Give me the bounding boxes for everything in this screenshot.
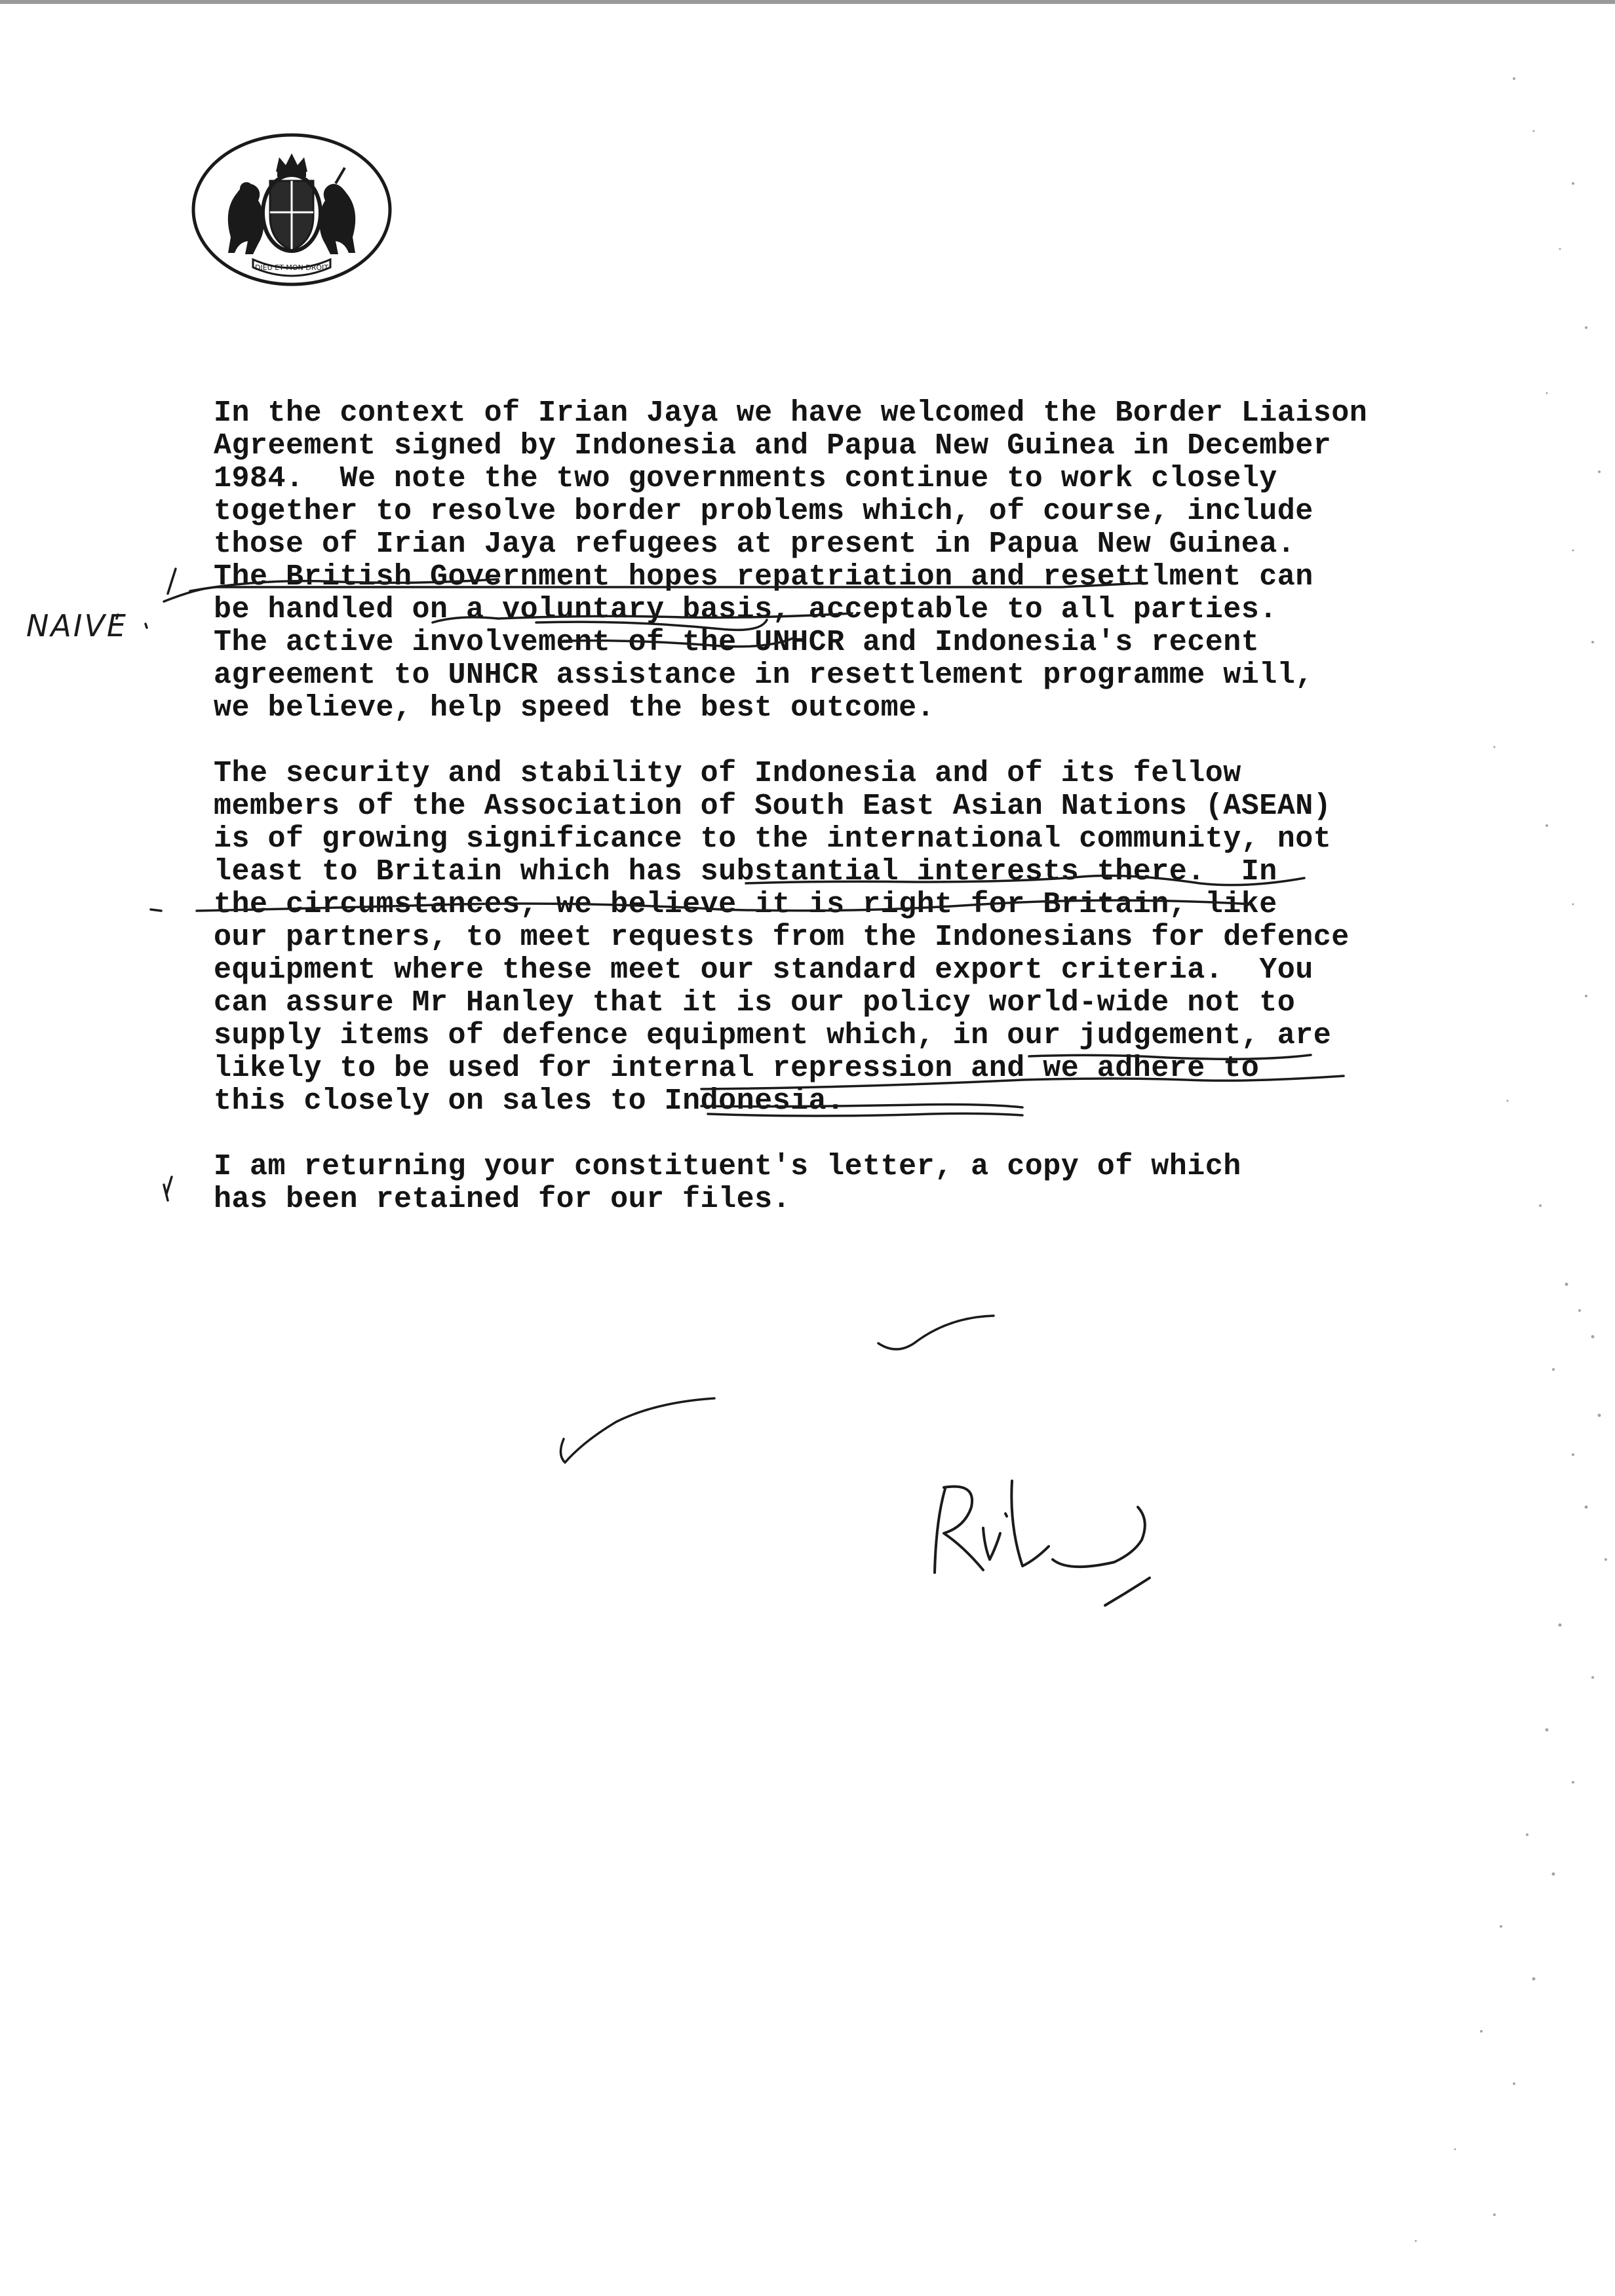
signature [935,1481,1150,1605]
text-line: those of Irian Jaya refugees at present in Papua New Guinea. [214,527,1296,561]
margin-note-naive: NAIVE [26,608,128,643]
text-line: The British Government hopes repatriation and resettlment can [214,560,1313,594]
margin-tick-mark [146,624,147,628]
crest-motto: DIEU ET MON DROIT [255,263,328,272]
text-line: can assure Mr Hanley that it is our policy world-wide not to [214,986,1296,1020]
letter-body [214,397,1498,1249]
margin-tick-mark [164,1185,168,1200]
text-line: be handled on a voluntary basis, acceptable to all parties. [214,593,1277,626]
text-line: 1984. We note the two governments continue to work closely [214,462,1277,495]
underline-stroke [151,909,161,911]
text-line: this closely on sales to Indonesia. [214,1084,845,1118]
margin-tick-mark [168,569,176,594]
paragraph-irian-jaya [214,397,1498,725]
text-line: together to resolve border problems which, of course, include [214,495,1313,528]
approval-tick [560,1398,714,1463]
paragraph-security-asean [214,757,1498,1118]
royal-crest [190,131,393,288]
text-line: Agreement signed by Indonesia and Papua New Guinea in December [214,429,1332,463]
approval-tick [878,1316,994,1349]
text-line: In the context of Irian Jaya we have welcomed the Border Liaison [214,396,1368,430]
text-line: least to Britain which has substantial interests there. In [214,855,1277,889]
text-line: likely to be used for internal repression and we adhere to [214,1052,1260,1085]
royal-coat-of-arms-icon [190,131,393,288]
text-line: has been retained for our files. [214,1183,791,1216]
scan-top-edge [0,0,1615,4]
text-line: The active involvement of the UNHCR and Indonesia's recent [214,626,1260,659]
text-line: our partners, to meet requests from the Indonesians for defence [214,921,1350,954]
text-line: members of the Association of South East Asian Nations (ASEAN) [214,790,1332,823]
text-line: we believe, help speed the best outcome. [214,691,935,725]
margin-tick-mark [166,1177,172,1194]
text-line: equipment where these meet our standard export criteria. You [214,953,1313,987]
text-line: I am returning your constituent's letter, a copy of which [214,1150,1241,1183]
text-line: The security and stability of Indonesia and of its fellow [214,757,1241,790]
text-line: the circumstances, we believe it is right for Britain, like [214,888,1277,921]
paragraph-closing [214,1151,1498,1216]
text-line: is of growing significance to the international community, not [214,822,1332,856]
text-line: supply items of defence equipment which, in our judgement, are [214,1019,1332,1052]
text-line: agreement to UNHCR assistance in resettlement programme will, [214,659,1313,692]
